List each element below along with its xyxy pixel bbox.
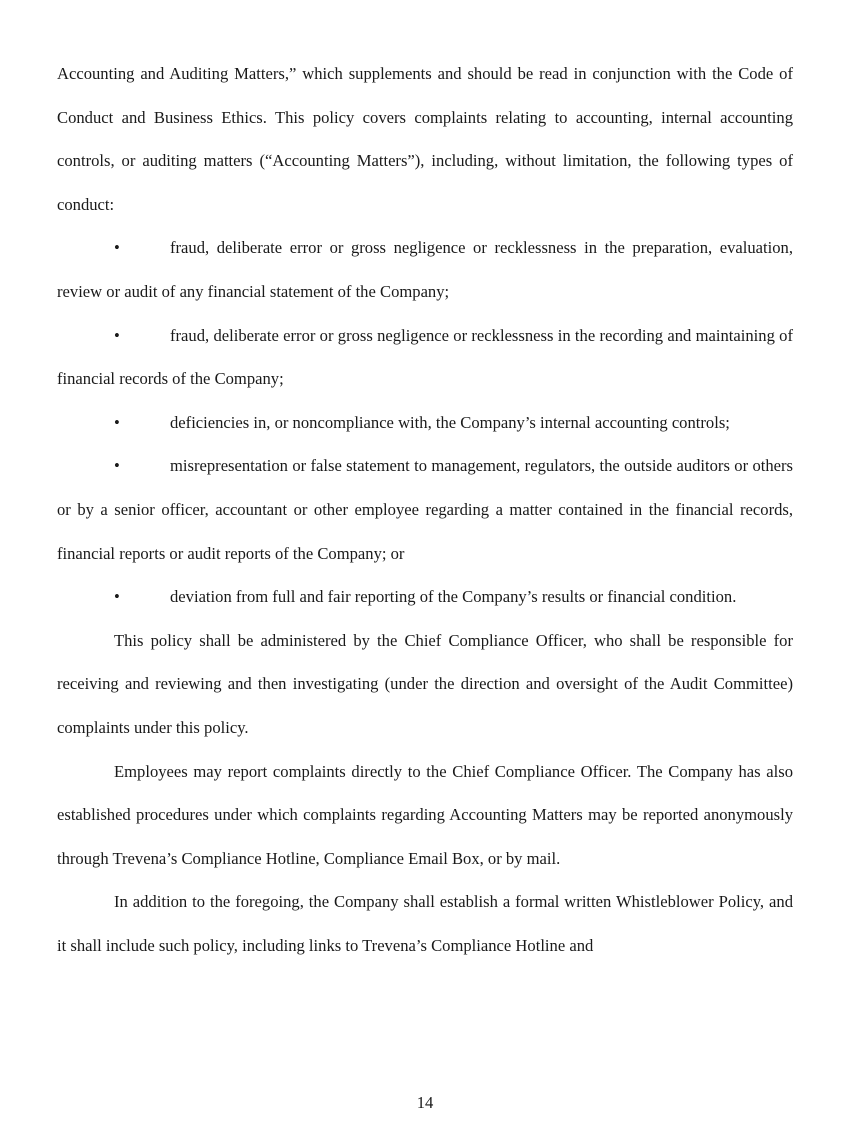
bullet-icon: •: [114, 456, 120, 476]
bullet-item-financial-statement: [57, 226, 793, 313]
bullet-text: fraud, deliberate error or gross negligence or recklessness in the recording and maintaining of financial records of the Company;: [57, 325, 793, 389]
bullet-icon: •: [114, 587, 120, 607]
paragraph-whistleblower: In addition to the foregoing, the Company shall establish a formal written Whistleblower Policy, and it shall include such policy, including links to Trevena’s Compliance Hotline and: [57, 892, 793, 955]
bullet-icon: •: [114, 412, 120, 432]
document-body: [57, 52, 793, 967]
bullet-icon: •: [114, 325, 120, 345]
bullet-text: misrepresentation or false statement to management, regulators, the outside auditors or others or by a senior officer, accountant or other employee regarding a matter contained in the financial records, financial reports or audit reports of the Company; or: [57, 456, 793, 563]
bullet-item-deviation: [57, 575, 793, 619]
bullet-item-financial-records: [57, 314, 793, 401]
bullet-icon: •: [114, 238, 120, 258]
paragraph-accounting-matters: Accounting and Auditing Matters,” which supplements and should be read in conjunction with the Code of Conduct and Business Ethics. This policy covers complaints relating to accounting, internal accounting controls, or auditing matters (“Accounting Matters”), including, without limitation, the following types of conduct:: [57, 64, 793, 214]
bullet-text: deficiencies in, or noncompliance with, the Company’s internal accounting controls;: [170, 412, 730, 432]
paragraph-reporting: Employees may report complaints directly to the Chief Compliance Officer. The Company has also established procedures under which complaints regarding Accounting Matters may be reported anonymously through Trevena’s Compliance Hotline, Compliance Email Box, or by mail.: [57, 761, 793, 868]
bullet-text: deviation from full and fair reporting of the Company’s results or financial condition.: [170, 587, 737, 607]
bullet-item-internal-controls: [57, 401, 793, 445]
bullet-item-misrepresentation: [57, 444, 793, 575]
page-number: 14: [416, 1093, 434, 1112]
bullet-text: fraud, deliberate error or gross negligence or recklessness in the preparation, evaluation, review or audit of any financial statement of the Company;: [57, 238, 793, 301]
paragraph-administration: This policy shall be administered by the Chief Compliance Officer, who shall be responsible for receiving and reviewing and then investigating (under the direction and oversight of the Audit Committee) complaints under this policy.: [57, 630, 793, 737]
